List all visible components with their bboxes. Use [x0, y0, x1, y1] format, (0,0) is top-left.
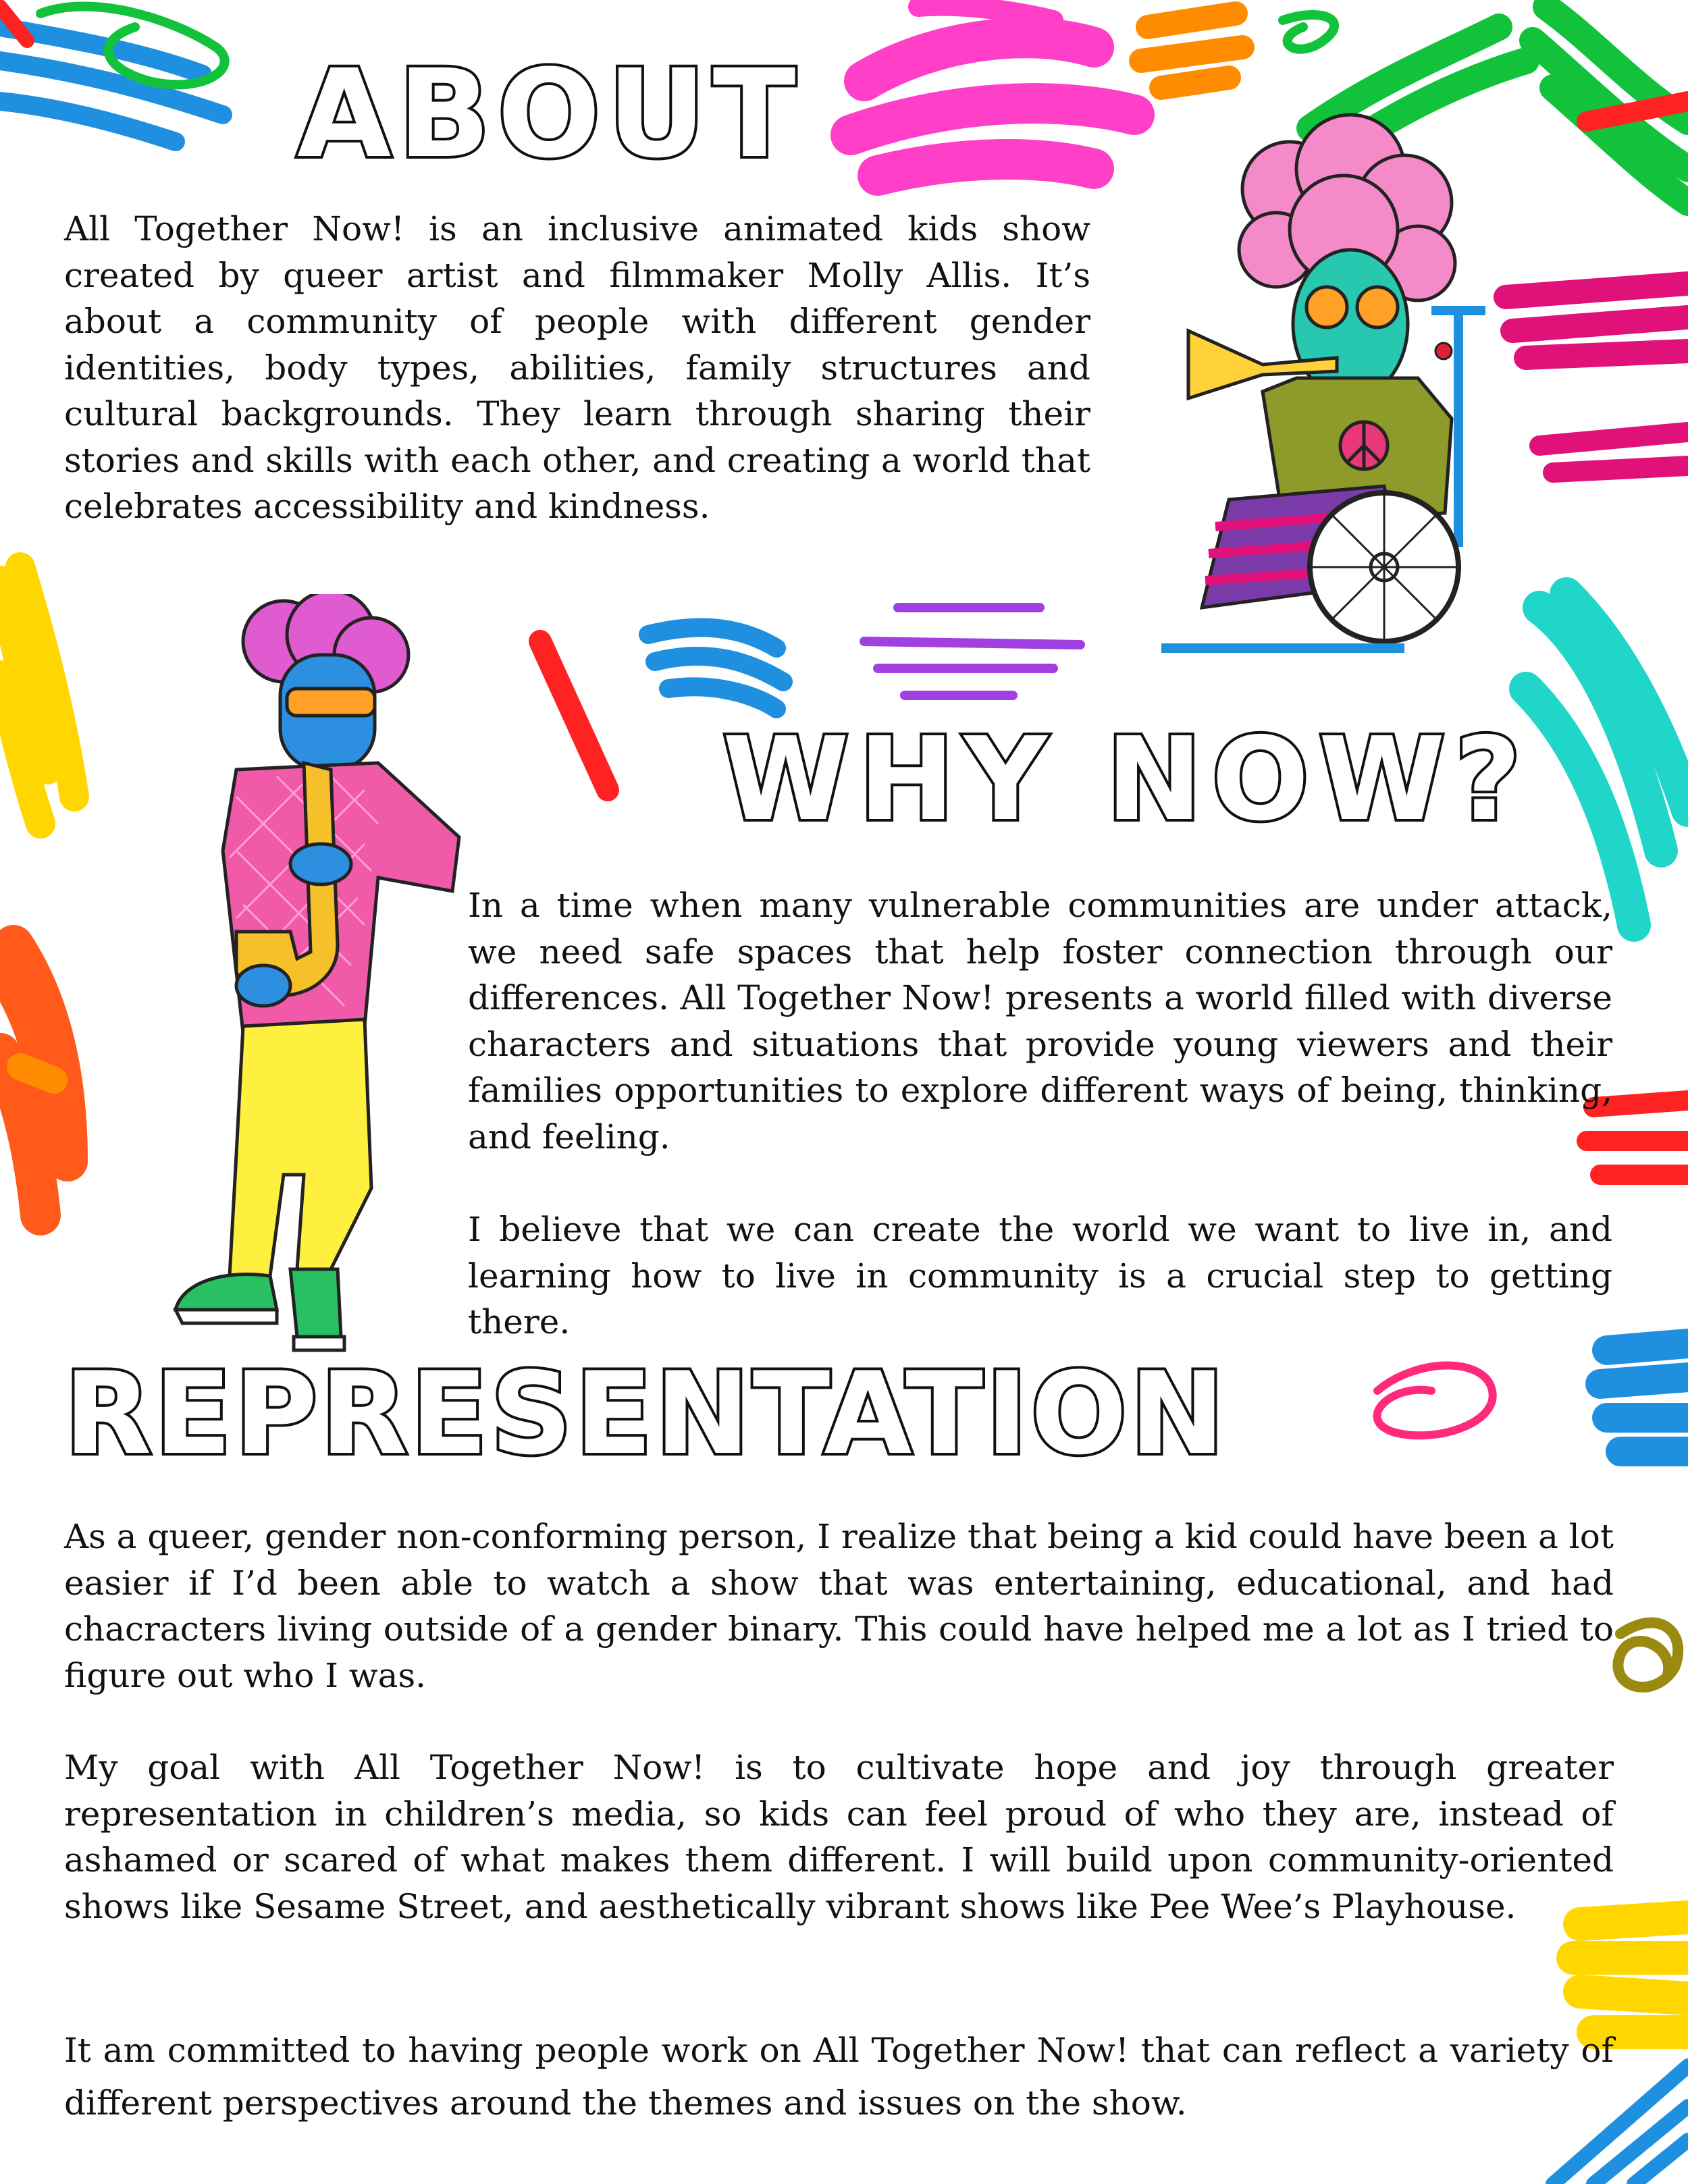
representation-paragraph-1: As a queer, gender non-conforming person, I realize that being a kid could have been a lot easier if I’d been able to watch a show that was entertaining, educational, and had chacracters living outside of a gender binary. This could have helped me a lot as I tried to figure out who I was. — [64, 1517, 1614, 1695]
representation-paragraph-2: My goal with All Together Now! is to cultivate hope and joy through greater representation in children’s media, so kids can feel proud of who they are, instead of ashamed or scared of what makes them different. I will build upon community-oriented shows like Sesame Street, and aesthetically vibrant shows like Pee Wee’s Playhouse. — [64, 1748, 1614, 1926]
why-now-paragraph-1: In a time when many vulnerable communities are under attack, we need safe spaces that help foster connection through our differences. All Together Now! presents a world filled with diverse characters and situations that provide young viewers and their families opportunities to explore different ways of being, thinking, and feeling. — [468, 886, 1612, 1156]
why-now-heading: WHY NOW? — [722, 713, 1531, 847]
saxophonist-illustration — [162, 594, 486, 1364]
about-paragraph: All Together Now! is an inclusive animated kids show created by queer artist and filmmaker Molly Allis. It’s about a community of people with different gender identities, body types, abilities, family structures and cultural backgrounds. They learn through sharing their stories and skills with each other, and creating a world that celebrates accessibility and kindness. — [64, 209, 1090, 526]
why-now-paragraph-2: I believe that we can create the world we want to live in, and learning how to live in community is a crucial step to getting there. — [468, 1210, 1612, 1341]
about-heading: ABOUT — [297, 44, 803, 185]
representation-paragraph-3: It am committed to having people work on All Together Now! that can reflect a variety of different perspectives around the themes and issues on the show. — [64, 2031, 1614, 2123]
representation-heading: REPRESENTATION — [64, 1348, 1228, 1480]
wheelchair-trumpeter-illustration — [1161, 108, 1512, 668]
